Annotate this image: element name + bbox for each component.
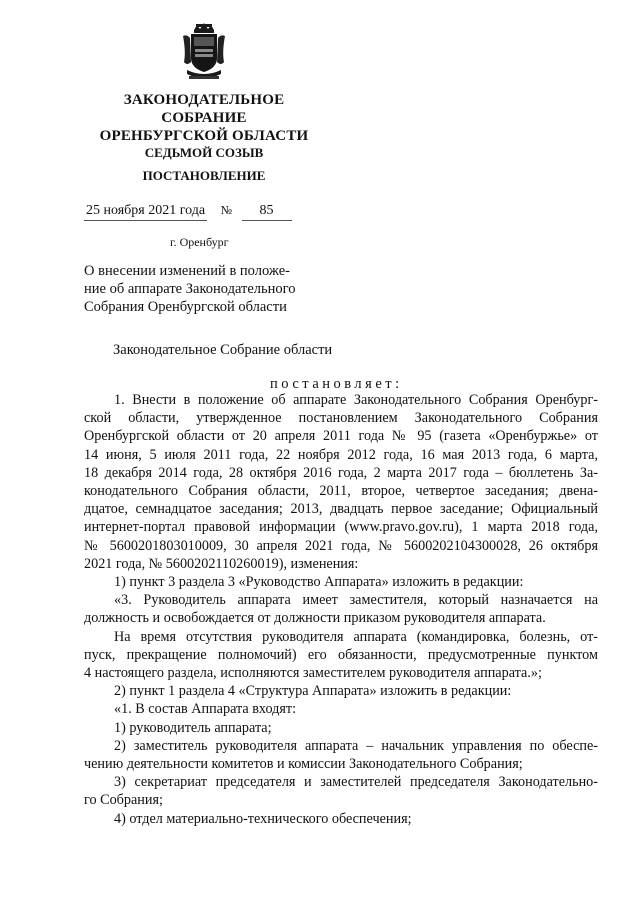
body-line: 3) секретариат председателя и заместителей председателя Законодательно- [114, 774, 598, 791]
body-line: 4) отдел материально-технического обеспечения; [114, 810, 412, 827]
coat-of-arms-emblem [181, 22, 227, 82]
document-date: 25 ноября 2021 года [84, 202, 207, 221]
resolves-word: постановляет: [270, 376, 403, 392]
body-line: 1) руководитель аппарата; [114, 719, 272, 736]
convocation-label: СЕДЬМОЙ СОЗЫВ [144, 145, 264, 160]
issuing-body-line-2: СОБРАНИЕ [161, 110, 247, 126]
body-line: 2021 года, № 5600202110260019), изменения: [84, 555, 359, 572]
body-line: 2) заместитель руководителя аппарата – начальник управления по обеспе- [114, 737, 598, 754]
enacting-body-text: Законодательное Собрание области [113, 342, 333, 358]
issuing-body-line-3: ОРЕНБУРГСКОЙ ОБЛАСТИ [99, 128, 309, 144]
city-label: г. Оренбург [170, 235, 229, 249]
body-line: дцатое, семнадцатое заседания; 2013, двадцать первое заседание; Официальный [84, 501, 598, 518]
document-type-label: ПОСТАНОВЛЕНИЕ [142, 168, 266, 183]
body-line: 1) пункт 3 раздела 3 «Руководство Аппарата» изложить в редакции: [114, 574, 524, 591]
subject-line: ние об аппарате Законодательного [84, 281, 296, 297]
issuing-body-title [84, 91, 324, 145]
resolution-body [84, 391, 598, 828]
body-line: 18 декабря 2014 года, 28 октября 2016 года, 2 марта 2017 года – бюллетень За- [84, 464, 598, 481]
body-line: 1. Внести в положение об аппарате Законодательного Собрания Оренбург- [114, 392, 598, 408]
body-line: ской области, утвержденное постановлением Законодательного Собрания [84, 410, 598, 427]
body-line: конодательного Собрания области, 2011, второе, четвертое заседания; двена- [84, 483, 598, 500]
subject-line: Собрания Оренбургской области [84, 299, 287, 315]
date-number-line [84, 201, 292, 221]
body-line: пуск, прекращение полномочий) его обязанности, предусмотренные пунктом [84, 646, 598, 663]
issuing-body-line-1: ЗАКОНОДАТЕЛЬНОЕ [123, 92, 285, 108]
document-subject [84, 262, 314, 316]
body-line: № 5600201803010009, 30 апреля 2021 года, № 5600202104300028, 26 октября [84, 537, 598, 554]
body-line: интернет-портал правовой информации (www.pravo.gov.ru), 1 марта 2018 года, [84, 519, 598, 536]
body-line: «3. Руководитель аппарата имеет заместителя, который назначается на [114, 592, 598, 609]
number-sign: № [220, 203, 233, 217]
body-line: 14 июня, 5 июля 2011 года, 22 ноября 2012 года, 16 мая 2013 года, 6 марта, [84, 446, 598, 463]
document-number: 85 [242, 202, 292, 221]
body-line: го Собрания; [84, 792, 163, 809]
subject-line: О внесении изменений в положе- [84, 263, 290, 279]
body-line: должность и освобождается от должности приказом руководителя аппарата. [84, 610, 546, 627]
body-line: 2) пункт 1 раздела 4 «Структура Аппарата» изложить в редакции: [114, 683, 512, 700]
body-line: «1. В состав Аппарата входят: [114, 701, 297, 718]
body-line: Оренбургской области от 20 апреля 2011 года № 95 (газета «Оренбуржье» от [84, 428, 598, 445]
body-line: чению деятельности комитетов и комиссии Законодательного Собрания; [84, 756, 523, 773]
body-line: На время отсутствия руководителя аппарата (командировка, болезнь, от- [114, 628, 598, 645]
body-line: 4 настоящего раздела, исполняются заместителем руководителя аппарата.»; [84, 665, 542, 682]
